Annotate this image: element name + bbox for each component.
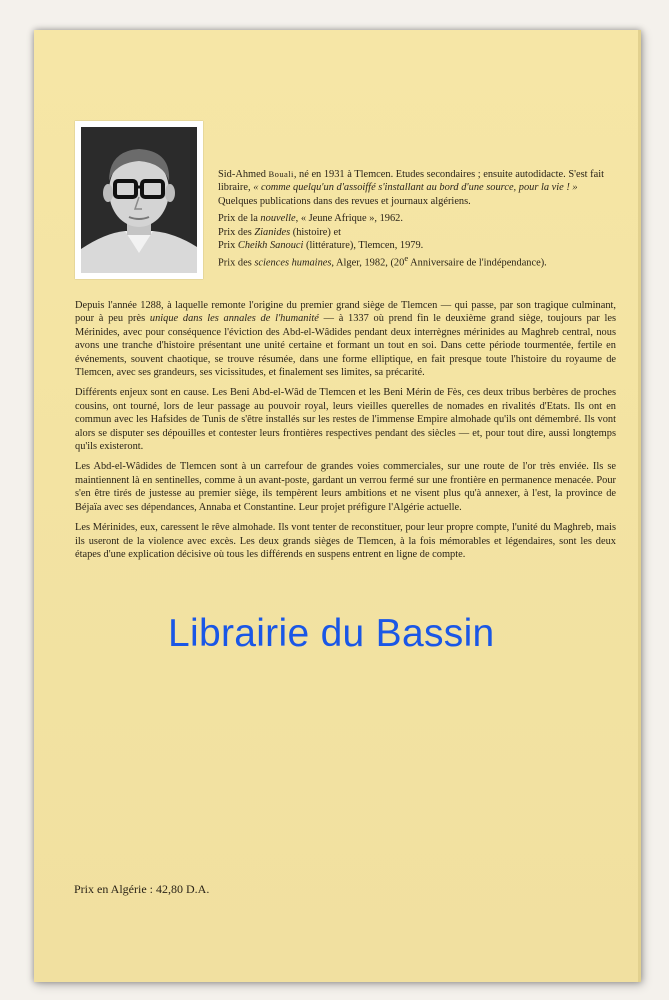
text-run: (littérature), Tlemcen, 1979. bbox=[303, 240, 424, 252]
prize-item bbox=[218, 252, 616, 270]
text-run: Anniversaire de l'indépendance). bbox=[408, 257, 547, 269]
text-run: Bouali bbox=[268, 169, 294, 179]
body-paragraph bbox=[75, 299, 616, 379]
text-run: Depuis l'année 1288, à laquelle remonte l'origine du premier grand siège de Tlemcen — qui passe, par son tragique culminant, pour à peu près bbox=[75, 300, 616, 325]
text-run: Les Abd-el-Wâdides de Tlemcen sont à un carrefour de grandes voies commerciales, sur une route de l'or très enviée. Ils se maintiennent là en sentinelles, comme à un avant-poste, gardant un verrou fermé sur une frontière en permanence menacée. Pour s'en être tirés de justesse au premier siège, ils tempèrent leurs ambitions et ne visent plus qu'à annexer, à l'est, la province de Béjaïa avec ses dépendances, Annaba et Constantine. Leur projet préfigure l'Algérie actuelle. bbox=[75, 461, 616, 513]
text-run: Sid-Ahmed bbox=[218, 169, 269, 180]
text-run: Zianides bbox=[254, 226, 291, 238]
prize-list bbox=[218, 212, 616, 270]
prize-item bbox=[218, 226, 616, 239]
price-label: Prix en Algérie : 42,80 D.A. bbox=[74, 882, 210, 896]
text-run: , « Jeune Afrique », 1962. bbox=[295, 213, 403, 225]
text-run: (histoire) et bbox=[290, 226, 341, 238]
author-bio bbox=[218, 168, 616, 270]
text-run: « comme quelqu'un d'assoiffé s'installant au bord d'une source, pour la vie ! » bbox=[253, 182, 578, 194]
text-run: unique dans les annales de l'humanité bbox=[149, 313, 319, 325]
text-run: nouvelle bbox=[260, 213, 296, 225]
watermark: Librairie du Bassin bbox=[168, 612, 495, 655]
text-run: Prix bbox=[218, 240, 238, 252]
text-run: Quelques publications dans des revues et journaux algériens. bbox=[218, 195, 471, 207]
text-run: Prix des bbox=[218, 257, 255, 269]
text-run: sciences humaines bbox=[254, 257, 332, 269]
text-run: Prix des bbox=[218, 226, 255, 238]
text-run: Différents enjeux sont en cause. Les Beni Abd-el-Wâd de Tlemcen et les Beni Mérin de Fès, ces deux tribus berbères de proches cousins, ont tourné, lors de leur passage au pouvoir royal, leurs vieilles querelles de nomades en rivalités d'Etats. Ils ont en commun avec les Hafsides de Tunis de s'être installés sur les restes de l'immense Empire almohade qu'ils ont démembré. Ils vont alors se disputer ses dépouilles et contester leurs frontières respectives pendant des siècles — et, pour tout dire, aussi longtemps qu'ils existeront. bbox=[75, 387, 616, 453]
body-paragraph bbox=[75, 386, 616, 453]
prize-item bbox=[218, 212, 616, 225]
text-run: Cheikh Sanouci bbox=[237, 240, 304, 252]
bio-intro bbox=[218, 168, 616, 208]
text-run: Prix de la bbox=[218, 213, 261, 225]
body-paragraph bbox=[75, 521, 616, 561]
text-run: , né en 1931 à Tlemcen. Etudes secondaires ; ensuite autodidacte. S'est fait libraire, bbox=[218, 169, 604, 194]
back-cover-text bbox=[75, 299, 616, 568]
author-photo bbox=[75, 121, 203, 279]
prize-item bbox=[218, 239, 616, 252]
text-run: Les Mérinides, eux, caressent le rêve almohade. Ils vont tenter de reconstituer, pour leur propre compte, l'unité du Maghreb, mais ils useront de la violence avec excès. Les deux grands sièges de Tlemcen, à la fois mémorables et légendaires, sont les deux étapes d'une explication décisive où tous les différends en suspens entrent en ligne de compte. bbox=[75, 522, 616, 560]
text-run: , Alger, 1982, (20 bbox=[331, 257, 405, 269]
text-run: — à 1337 où prend fin le deuxième grand siège, toujours par les Mérinides, avec pour conséquence l'éviction des Abd-el-Wâdides pendant deux interrègnes mérinides au Maghreb central, nous avons une tranche d'histoire présentant une unité certaine et formant un tout en soi. Dans cette période tourmentée, fertile en événements, souvent chaotique, se trouve résumée, dans une forme elliptique, en fait presque toute l'histoire du royaume de Tlemcen, avec ses grandeurs, ses vicissitudes, et finalement ses limites, sa précarité. bbox=[75, 313, 616, 379]
text-run: e bbox=[404, 253, 409, 264]
body-paragraph bbox=[75, 460, 616, 514]
